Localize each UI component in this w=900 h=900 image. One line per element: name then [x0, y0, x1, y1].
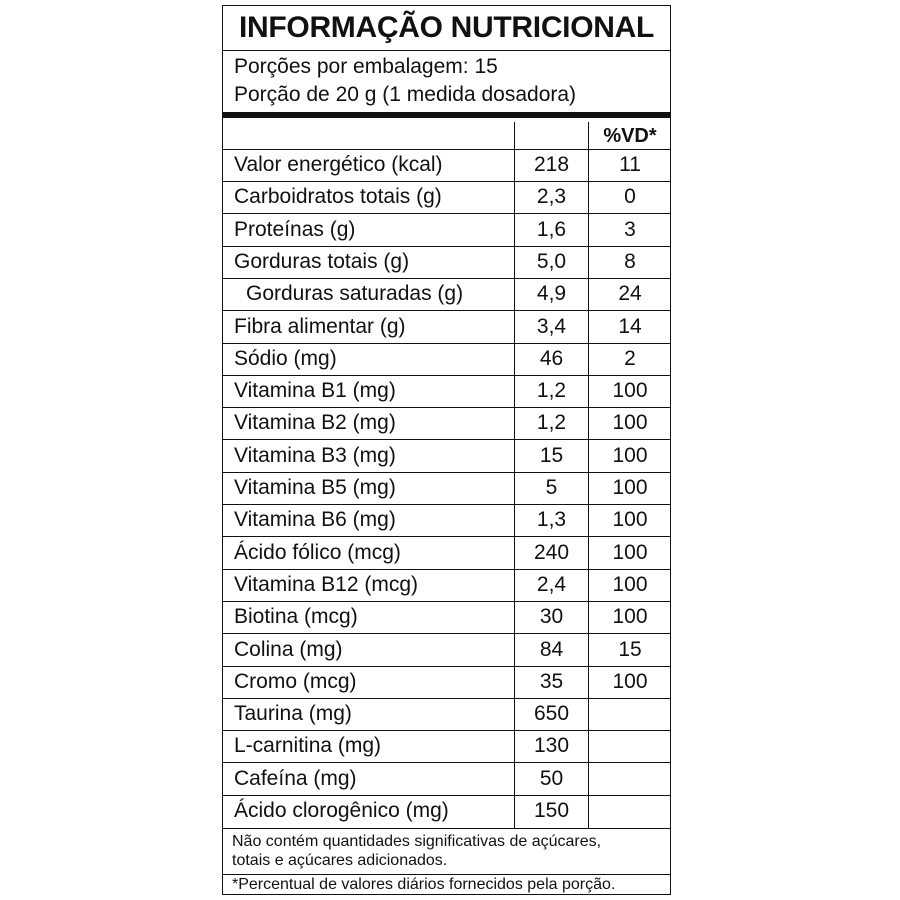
nutrient-name: Gorduras saturadas (g) [246, 282, 464, 306]
nutrient-daily-value: 100 [612, 605, 648, 629]
nutrient-daily-value: 100 [612, 443, 648, 467]
footnote-sugars-line1: Não contém quantidades significativas de açúcares, [232, 833, 602, 850]
label-title: INFORMAÇÃO NUTRICIONAL [238, 11, 655, 44]
nutrient-daily-value: 2 [624, 346, 636, 370]
table-row [223, 602, 670, 634]
nutrient-daily-value: 100 [612, 669, 648, 693]
table-row [223, 764, 670, 796]
nutrient-quantity: 5 [545, 476, 558, 499]
nutrient-quantity: 35 [539, 669, 564, 693]
nutrient-quantity: 15 [539, 443, 564, 467]
nutrient-quantity: 1,6 [536, 217, 567, 241]
nutrient-name: Vitamina B6 (mg) [234, 508, 396, 532]
nutrient-name: Taurina (mg) [234, 702, 352, 726]
nutrient-name: Sódio (mg) [234, 346, 337, 370]
table-row [223, 279, 670, 311]
nutrient-name: Vitamina B3 (mg) [234, 443, 396, 467]
nutrient-name: Valor energético (kcal) [234, 153, 443, 176]
table-row [223, 182, 670, 214]
table-row [223, 312, 670, 344]
nutrient-name: Vitamina B5 (mg) [234, 476, 396, 499]
nutrient-name: Ácido clorogênico (mg) [234, 799, 449, 822]
nutrient-name: Cafeína (mg) [234, 766, 357, 790]
footnote-daily-values: *Percentual de valores diários fornecidos pela porção. [232, 876, 616, 893]
nutrient-daily-value [589, 731, 671, 763]
nutrient-quantity: 130 [533, 734, 570, 758]
table-row [223, 215, 670, 247]
nutrient-daily-value: 11 [619, 153, 641, 176]
table-row [223, 247, 670, 279]
nutrient-quantity: 218 [533, 153, 570, 176]
nutrient-daily-value: 24 [618, 282, 642, 306]
nutrient-name: Vitamina B12 (mcg) [234, 572, 419, 596]
servings-per-package: Porções por embalagem: 15 [234, 55, 498, 78]
nutrient-daily-value: 15 [618, 637, 642, 661]
nutrient-daily-value [589, 699, 671, 731]
thick-divider [223, 112, 670, 118]
nutrient-quantity: 4,9 [536, 282, 567, 306]
nutrient-quantity: 1,2 [536, 411, 567, 435]
nutrient-daily-value [589, 764, 671, 796]
table-bottom-divider [223, 828, 670, 829]
nutrient-name: Colina (mg) [234, 637, 343, 661]
nutrient-daily-value [589, 796, 671, 828]
nutrient-quantity: 84 [539, 637, 564, 661]
nutrient-quantity: 5,0 [536, 249, 567, 273]
table-row [223, 731, 670, 763]
table-header-row [223, 122, 670, 150]
table-row [223, 150, 670, 182]
nutrient-daily-value: 100 [612, 540, 648, 564]
table-row [223, 505, 670, 537]
nutrient-name: Biotina (mcg) [234, 605, 358, 629]
table-row [223, 699, 670, 731]
nutrient-daily-value: 100 [612, 572, 648, 596]
table-row [223, 635, 670, 667]
vd-column-header: %VD* [603, 125, 657, 147]
nutrient-daily-value: 0 [624, 185, 636, 209]
table-row [223, 344, 670, 376]
nutrient-quantity: 1,2 [536, 379, 567, 403]
nutrient-name: Vitamina B2 (mg) [234, 411, 396, 435]
nutrient-daily-value: 100 [612, 379, 648, 403]
nutrient-quantity: 3,4 [536, 314, 567, 338]
table-row [223, 570, 670, 602]
nutrient-daily-value: 8 [624, 249, 636, 273]
table-row [223, 796, 670, 828]
nutrient-name: Carboidratos totais (g) [234, 185, 442, 209]
nutrient-name: Ácido fólico (mcg) [234, 540, 401, 564]
nutrient-name: Gorduras totais (g) [234, 249, 410, 273]
table-row [223, 441, 670, 473]
nutrient-table [223, 122, 670, 828]
nutrient-daily-value: 100 [612, 508, 648, 532]
table-row [223, 408, 670, 440]
table-row [223, 538, 670, 570]
nutrient-quantity: 1,3 [536, 508, 567, 532]
nutrient-name: Cromo (mcg) [234, 669, 357, 693]
nutrient-name: Proteínas (g) [234, 217, 356, 241]
nutrient-daily-value: 100 [612, 476, 648, 499]
nutrient-name: Fibra alimentar (g) [234, 314, 406, 338]
nutrient-quantity: 650 [533, 702, 570, 726]
nutrient-quantity: 46 [539, 346, 564, 370]
title-divider [223, 50, 670, 51]
table-row [223, 376, 670, 408]
portion-size: Porção de 20 g (1 medida dosadora) [234, 83, 577, 106]
nutrient-name: L-carnitina (mg) [234, 734, 382, 758]
nutrient-daily-value: 3 [624, 217, 636, 241]
nutrient-daily-value: 14 [618, 314, 642, 338]
nutrient-quantity: 2,3 [536, 185, 567, 209]
nutrient-quantity: 30 [539, 605, 564, 629]
nutrient-name: Vitamina B1 (mg) [234, 379, 396, 403]
nutrient-daily-value: 100 [612, 411, 648, 435]
nutrition-facts-label [222, 5, 671, 895]
nutrient-quantity: 50 [539, 766, 564, 790]
table-row [223, 473, 670, 505]
footnote-sugars-line2: totais e açúcares adicionados. [232, 852, 448, 869]
nutrient-quantity: 2,4 [536, 572, 567, 596]
nutrient-quantity: 240 [533, 540, 570, 564]
nutrient-quantity: 150 [533, 799, 570, 822]
table-row [223, 667, 670, 699]
